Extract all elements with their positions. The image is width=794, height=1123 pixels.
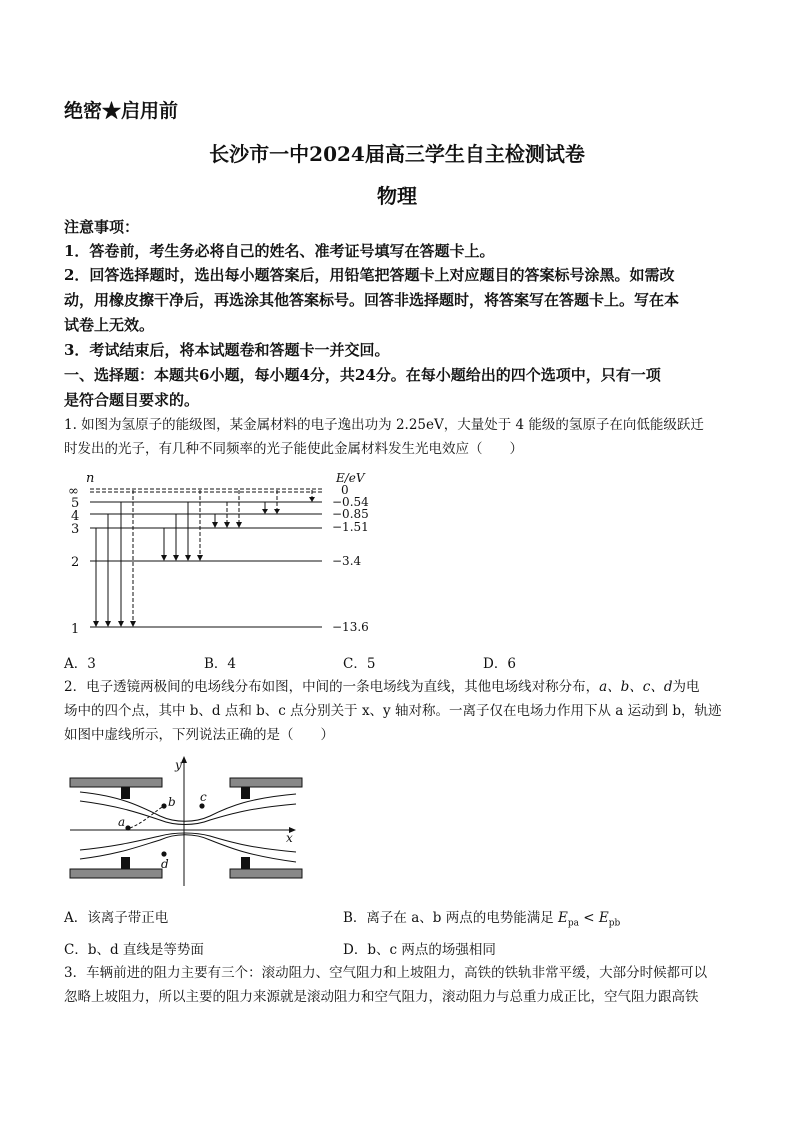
notes-line-2b: 动，用橡皮擦干净后，再选涂其他答案标号。回答非选择题时，将答案写在答题卡上。写在本 xyxy=(64,291,680,309)
point-a-label: a xyxy=(118,815,126,829)
x-axis-label: x xyxy=(286,831,293,845)
level-n-3: 3 xyxy=(71,522,80,537)
q1-option-c[interactable]: C．5 xyxy=(343,656,376,672)
energy-level-diagram xyxy=(60,468,380,643)
level-e-5: −0.54 xyxy=(332,495,369,509)
point-c-label: c xyxy=(200,790,207,804)
level-n-2: 2 xyxy=(71,555,80,570)
exam-title: 长沙市一中2024届高三学生自主检测试卷 xyxy=(209,142,585,166)
q1-option-d[interactable]: D．6 xyxy=(483,656,516,672)
q2-option-c[interactable]: C．b、d 直线是等势面 xyxy=(64,942,204,958)
q2-stem-b: 场中的四个点，其中 b、d 点和 b、c 点分别关于 x、y 轴对称。一离子仅在电场力作用下从 a 运动到 b，轨迹 xyxy=(64,703,722,719)
notes-line-2a: 2．回答选择题时，选出每小题答案后，用铅笔把答题卡上对应题目的答案标号涂黑。如需改 xyxy=(64,266,675,284)
level-n-1: 1 xyxy=(71,622,80,637)
point-d-label: d xyxy=(161,857,169,871)
q3-stem-a: 3．车辆前进的阻力主要有三个：滚动阻力、空气阻力和上坡阻力，高铁的铁轨非常平缓，大部分时候都可以 xyxy=(64,965,708,981)
y-axis-label: y xyxy=(175,758,182,772)
section1-line-a: 一、选择题：本题共6小题，每小题4分，共24分。在每小题给出的四个选项中，只有一项 xyxy=(64,366,661,384)
notes-line-3: 3．考试结束后，将本试题卷和答题卡一并交回。 xyxy=(64,341,390,359)
q1-option-a[interactable]: A．3 xyxy=(64,656,96,672)
level-n-inf: ∞ xyxy=(68,484,79,499)
notes-line-2c: 试卷上无效。 xyxy=(64,316,155,334)
level-n-4: 4 xyxy=(71,509,80,524)
level-n-5: 5 xyxy=(71,496,80,511)
q1-stem-a: 1. 如图为氢原子的能级图，某金属材料的电子逸出功为 2.25eV，大量处于 4 能级的氢原子在向低能级跃迁 xyxy=(64,417,704,433)
subject-title: 物理 xyxy=(377,184,417,208)
point-b-label: b xyxy=(168,795,176,809)
q2-option-b[interactable]: B．离子在 a、b 两点的电势能满足 $E_{pa} < E_{pb}$ xyxy=(343,910,621,929)
level-e-3: −1.51 xyxy=(332,520,369,534)
n-axis-label: n xyxy=(86,471,95,486)
level-e-4: −0.85 xyxy=(332,507,369,521)
electron-lens-diagram xyxy=(60,756,310,888)
level-e-1: −13.6 xyxy=(332,620,369,634)
energy-axis-label: E/eV xyxy=(336,471,365,485)
q1-option-b[interactable]: B．4 xyxy=(204,656,237,672)
level-e-inf: 0 xyxy=(341,483,349,497)
notes-heading: 注意事项： xyxy=(64,218,140,236)
level-e-2: −3.4 xyxy=(332,554,362,568)
q2-option-d[interactable]: D．b、c 两点的场强相同 xyxy=(343,942,496,958)
q2-stem-a: 2．电子透镜两极间的电场线分布如图，中间的一条电场线为直线，其他电场线对称分布，a、b、c、d为电 xyxy=(64,679,700,695)
q2-option-a[interactable]: A．该离子带正电 xyxy=(64,910,169,926)
q2-stem-c: 如图中虚线所示，下列说法正确的是（ ） xyxy=(64,727,334,743)
q1-stem-b: 时发出的光子，有几种不同频率的光子能使此金属材料发生光电效应（ ） xyxy=(64,441,523,457)
q3-stem-b: 忽略上坡阻力，所以主要的阻力来源就是滚动阻力和空气阻力，滚动阻力与总重力成正比，空气阻力跟高铁 xyxy=(64,989,699,1005)
secret-label: 绝密★启用前 xyxy=(64,100,179,122)
notes-line-1: 1．答卷前，考生务必将自己的姓名、准考证号填写在答题卡上。 xyxy=(64,242,495,260)
section1-line-b: 是符合题目要求的。 xyxy=(64,391,200,409)
